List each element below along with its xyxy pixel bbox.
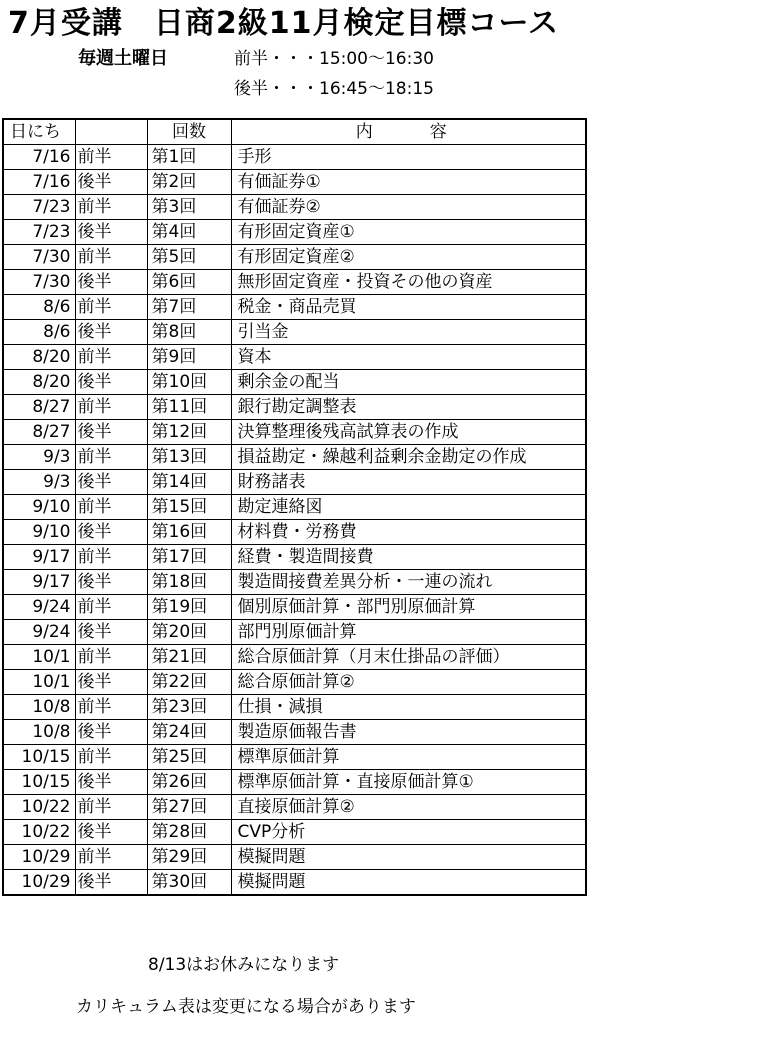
row-session-number: 第20回	[147, 620, 231, 645]
row-half: 後半	[75, 420, 147, 445]
row-half: 前半	[75, 495, 147, 520]
row-half: 前半	[75, 745, 147, 770]
row-content: 有形固定資産①	[231, 220, 586, 245]
holiday-note: 8/13はお休みになります	[148, 955, 340, 975]
row-content: 税金・商品売買	[231, 295, 586, 320]
row-content: 材料費・労務費	[231, 520, 586, 545]
row-content: 有形固定資産②	[231, 245, 586, 270]
row-content: 有価証券②	[231, 195, 586, 220]
row-content: 剰余金の配当	[231, 370, 586, 395]
row-date: 10/15	[3, 745, 75, 770]
row-date: 10/29	[3, 845, 75, 870]
row-session-number: 第18回	[147, 570, 231, 595]
table-row	[3, 720, 586, 745]
table-row	[3, 845, 586, 870]
table-header-row	[3, 119, 586, 145]
row-half: 前半	[75, 645, 147, 670]
row-date: 10/22	[3, 795, 75, 820]
row-session-number: 第4回	[147, 220, 231, 245]
row-content: 部門別原価計算	[231, 620, 586, 645]
row-session-number: 第24回	[147, 720, 231, 745]
table-row	[3, 570, 586, 595]
row-half: 後半	[75, 820, 147, 845]
row-content: 個別原価計算・部門別原価計算	[231, 595, 586, 620]
row-date: 10/8	[3, 720, 75, 745]
table-row	[3, 195, 586, 220]
row-date: 8/20	[3, 345, 75, 370]
row-date: 8/6	[3, 295, 75, 320]
row-half: 前半	[75, 845, 147, 870]
row-session-number: 第28回	[147, 820, 231, 845]
row-session-number: 第13回	[147, 445, 231, 470]
table-row	[3, 495, 586, 520]
table-row	[3, 145, 586, 170]
row-half: 後半	[75, 270, 147, 295]
row-content: 模擬問題	[231, 870, 586, 896]
table-row	[3, 170, 586, 195]
row-date: 7/30	[3, 245, 75, 270]
row-session-number: 第10回	[147, 370, 231, 395]
row-date: 7/30	[3, 270, 75, 295]
row-content: 資本	[231, 345, 586, 370]
row-half: 後半	[75, 220, 147, 245]
row-content: 製造間接費差異分析・一連の流れ	[231, 570, 586, 595]
row-session-number: 第25回	[147, 745, 231, 770]
table-row	[3, 345, 586, 370]
table-row	[3, 670, 586, 695]
row-content: 総合原価計算（月末仕掛品の評価）	[231, 645, 586, 670]
row-date: 9/17	[3, 570, 75, 595]
row-half: 後半	[75, 670, 147, 695]
row-date: 7/23	[3, 220, 75, 245]
row-half: 後半	[75, 770, 147, 795]
row-session-number: 第2回	[147, 170, 231, 195]
row-date: 9/3	[3, 470, 75, 495]
row-content: 標準原価計算	[231, 745, 586, 770]
table-body	[3, 145, 586, 896]
row-content: 有価証券①	[231, 170, 586, 195]
table-row	[3, 545, 586, 570]
row-content: 模擬問題	[231, 845, 586, 870]
table-row	[3, 695, 586, 720]
table-row	[3, 595, 586, 620]
schedule-weekday: 毎週土曜日	[78, 48, 168, 69]
row-date: 9/24	[3, 620, 75, 645]
curriculum-table	[2, 118, 587, 896]
table-row	[3, 395, 586, 420]
page-title: 7月受講 日商2級11月検定目標コース	[8, 6, 559, 41]
row-date: 7/23	[3, 195, 75, 220]
row-session-number: 第17回	[147, 545, 231, 570]
row-date: 9/24	[3, 595, 75, 620]
row-content: 総合原価計算②	[231, 670, 586, 695]
table-row	[3, 295, 586, 320]
row-session-number: 第15回	[147, 495, 231, 520]
table-row	[3, 420, 586, 445]
row-half: 後半	[75, 370, 147, 395]
session-second-half-time: 後半・・・16:45～18:15	[234, 79, 434, 99]
row-content: 損益勘定・繰越利益剰余金勘定の作成	[231, 445, 586, 470]
row-half: 後半	[75, 570, 147, 595]
table-row	[3, 745, 586, 770]
row-half: 前半	[75, 145, 147, 170]
table-row	[3, 795, 586, 820]
row-date: 8/27	[3, 420, 75, 445]
row-half: 前半	[75, 595, 147, 620]
row-date: 7/16	[3, 145, 75, 170]
row-content: 引当金	[231, 320, 586, 345]
table-row	[3, 870, 586, 896]
table-row	[3, 470, 586, 495]
row-content: 決算整理後残高試算表の作成	[231, 420, 586, 445]
row-session-number: 第6回	[147, 270, 231, 295]
row-half: 前半	[75, 545, 147, 570]
row-date: 8/6	[3, 320, 75, 345]
row-session-number: 第27回	[147, 795, 231, 820]
row-session-number: 第8回	[147, 320, 231, 345]
row-half: 前半	[75, 295, 147, 320]
row-session-number: 第19回	[147, 595, 231, 620]
session-first-half-time: 前半・・・15:00～16:30	[234, 49, 434, 69]
row-session-number: 第9回	[147, 345, 231, 370]
row-date: 9/3	[3, 445, 75, 470]
table-row	[3, 370, 586, 395]
row-half: 前半	[75, 395, 147, 420]
row-content: 経費・製造間接費	[231, 545, 586, 570]
row-session-number: 第30回	[147, 870, 231, 896]
table-row	[3, 820, 586, 845]
row-half: 後半	[75, 870, 147, 896]
row-session-number: 第14回	[147, 470, 231, 495]
header-content: 内 容	[231, 119, 586, 145]
row-half: 前半	[75, 445, 147, 470]
table-row	[3, 220, 586, 245]
row-half: 前半	[75, 195, 147, 220]
row-date: 9/17	[3, 545, 75, 570]
row-date: 8/27	[3, 395, 75, 420]
row-date: 10/15	[3, 770, 75, 795]
row-content: 勘定連絡図	[231, 495, 586, 520]
header-date: 日にち	[3, 119, 75, 145]
row-session-number: 第7回	[147, 295, 231, 320]
row-content: 標準原価計算・直接原価計算①	[231, 770, 586, 795]
row-date: 10/29	[3, 870, 75, 896]
row-half: 前半	[75, 345, 147, 370]
row-half: 後半	[75, 720, 147, 745]
header-session-number: 回数	[147, 119, 231, 145]
curriculum-change-note: カリキュラム表は変更になる場合があります	[76, 997, 416, 1017]
row-content: 財務諸表	[231, 470, 586, 495]
row-session-number: 第12回	[147, 420, 231, 445]
row-date: 10/1	[3, 670, 75, 695]
row-session-number: 第22回	[147, 670, 231, 695]
row-content: 無形固定資産・投資その他の資産	[231, 270, 586, 295]
row-half: 後半	[75, 470, 147, 495]
row-session-number: 第11回	[147, 395, 231, 420]
row-date: 10/8	[3, 695, 75, 720]
row-half: 後半	[75, 620, 147, 645]
row-content: 直接原価計算②	[231, 795, 586, 820]
row-half: 後半	[75, 320, 147, 345]
row-date: 7/16	[3, 170, 75, 195]
table-row	[3, 270, 586, 295]
row-half: 前半	[75, 695, 147, 720]
row-content: 銀行勘定調整表	[231, 395, 586, 420]
table-row	[3, 245, 586, 270]
row-half: 前半	[75, 795, 147, 820]
table-row	[3, 445, 586, 470]
row-date: 10/1	[3, 645, 75, 670]
row-half: 後半	[75, 170, 147, 195]
row-session-number: 第29回	[147, 845, 231, 870]
row-date: 8/20	[3, 370, 75, 395]
row-date: 9/10	[3, 520, 75, 545]
row-date: 9/10	[3, 495, 75, 520]
row-content: 手形	[231, 145, 586, 170]
row-session-number: 第26回	[147, 770, 231, 795]
row-session-number: 第3回	[147, 195, 231, 220]
row-content: CVP分析	[231, 820, 586, 845]
table-row	[3, 320, 586, 345]
row-session-number: 第16回	[147, 520, 231, 545]
row-half: 後半	[75, 520, 147, 545]
row-session-number: 第5回	[147, 245, 231, 270]
row-content: 仕損・減損	[231, 695, 586, 720]
row-session-number: 第21回	[147, 645, 231, 670]
header-half	[75, 119, 147, 145]
table-row	[3, 520, 586, 545]
row-session-number: 第1回	[147, 145, 231, 170]
row-content: 製造原価報告書	[231, 720, 586, 745]
row-half: 前半	[75, 245, 147, 270]
table-row	[3, 770, 586, 795]
row-date: 10/22	[3, 820, 75, 845]
row-session-number: 第23回	[147, 695, 231, 720]
table-row	[3, 620, 586, 645]
table-row	[3, 645, 586, 670]
